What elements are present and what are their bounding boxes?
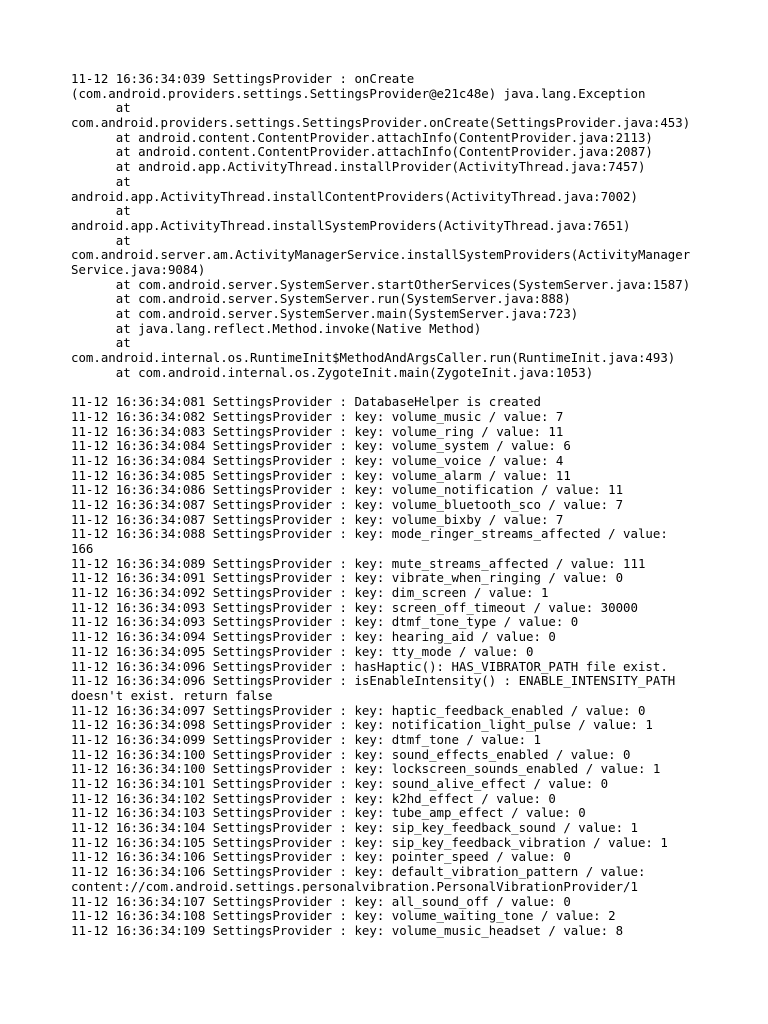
stack-trace-block [71,72,721,380]
log-line: 166 [71,541,94,556]
log-line: 11-12 16:36:34:100 SettingsProvider : key: sound_effects_enabled / value: 0 [71,746,631,762]
log-line: 11-12 16:36:34:102 SettingsProvider : key: k2hd_effect / value: 0 [71,790,556,806]
log-line: 11-12 16:36:34:039 SettingsProvider : onCreate [71,71,415,86]
log-line: android.app.ActivityThread.installSystemProviders(ActivityThread.java:7651) [71,217,631,233]
log-line: 11-12 16:36:34:084 SettingsProvider : key: volume_voice / value: 4 [71,452,564,468]
log-line: at [71,335,131,351]
log-line: 11-12 16:36:34:081 SettingsProvider : DatabaseHelper is created [71,394,541,410]
blank-line [71,380,721,395]
log-line: at com.android.server.SystemServer.main(SystemServer.java:723) [71,306,579,321]
log-line: 11-12 16:36:34:101 SettingsProvider : key: sound_alive_effect / value: 0 [71,776,609,791]
log-line: at android.app.ActivityThread.installProvider(ActivityThread.java:7457) [71,159,646,175]
log-line: 11-12 16:36:34:095 SettingsProvider : key: tty_mode / value: 0 [71,643,534,659]
log-line: 11-12 16:36:34:096 SettingsProvider : isEnableIntensity() : ENABLE_INTENSITY_PATH [71,673,676,689]
log-line: 11-12 16:36:34:100 SettingsProvider : key: lockscreen_sounds_enabled / value: 1 [71,761,661,777]
log-line: doesn't exist. return false [71,687,273,703]
log-line: 11-12 16:36:34:109 SettingsProvider : key: volume_music_headset / value: 8 [71,922,624,938]
log-line: 11-12 16:36:34:097 SettingsProvider : key: haptic_feedback_enabled / value: 0 [71,702,646,718]
log-line: 11-12 16:36:34:096 SettingsProvider : hasHaptic(): HAS_VIBRATOR_PATH file exist. [71,658,668,674]
log-line: com.android.providers.settings.SettingsProvider.onCreate(SettingsProvider.java:453) [71,115,691,131]
log-line: 11-12 16:36:34:108 SettingsProvider : key: volume_waiting_tone / value: 2 [71,908,616,924]
log-line: 11-12 16:36:34:094 SettingsProvider : key: hearing_aid / value: 0 [71,629,556,645]
log-line: 11-12 16:36:34:106 SettingsProvider : key: pointer_speed / value: 0 [71,849,571,865]
log-line: 11-12 16:36:34:105 SettingsProvider : key: sip_key_feedback_vibration / value: 1 [71,834,668,850]
log-line: 11-12 16:36:34:085 SettingsProvider : key: volume_alarm / value: 11 [71,467,571,483]
log-line: 11-12 16:36:34:091 SettingsProvider : key: vibrate_when_ringing / value: 0 [71,570,624,586]
log-line: 11-12 16:36:34:086 SettingsProvider : key: volume_notification / value: 11 [71,482,624,498]
log-document [71,72,721,939]
log-line: at java.lang.reflect.Method.invoke(Native Method) [71,320,482,336]
log-line: 11-12 16:36:34:106 SettingsProvider : key: default_vibration_pattern / value: [71,864,646,880]
log-line: 11-12 16:36:34:087 SettingsProvider : key: volume_bixby / value: 7 [71,511,564,527]
log-line: at com.android.server.SystemServer.startOtherServices(SystemServer.java:1587) [71,276,691,292]
log-line: (com.android.providers.settings.SettingsProvider@e21c48e) java.lang.Exception [71,85,646,101]
log-line: content://com.android.settings.personalvibration.PersonalVibrationProvider/1 [71,878,638,894]
log-line: 11-12 16:36:34:082 SettingsProvider : key: volume_music / value: 7 [71,408,564,424]
log-line: at [71,173,131,189]
log-line: at [71,203,131,219]
log-line: 11-12 16:36:34:103 SettingsProvider : key: tube_amp_effect / value: 0 [71,805,586,821]
log-line: 11-12 16:36:34:083 SettingsProvider : key: volume_ring / value: 11 [71,423,564,439]
log-line: 11-12 16:36:34:093 SettingsProvider : key: screen_off_timeout / value: 30000 [71,599,638,615]
log-line: 11-12 16:36:34:084 SettingsProvider : key: volume_system / value: 6 [71,438,571,454]
log-line: at android.content.ContentProvider.attachInfo(ContentProvider.java:2087) [71,144,653,160]
log-line: at com.android.server.SystemServer.run(SystemServer.java:888) [71,291,571,307]
log-line: 11-12 16:36:34:092 SettingsProvider : key: dim_screen / value: 1 [71,585,549,601]
log-line: 11-12 16:36:34:093 SettingsProvider : key: dtmf_tone_type / value: 0 [71,614,579,630]
log-line: 11-12 16:36:34:107 SettingsProvider : key: all_sound_off / value: 0 [71,893,571,909]
log-line: 11-12 16:36:34:087 SettingsProvider : key: volume_bluetooth_sco / value: 7 [71,496,624,512]
log-line: at [71,100,131,116]
settings-log-block [71,395,721,938]
log-line: android.app.ActivityThread.installContentProviders(ActivityThread.java:7002) [71,188,638,204]
log-line: Service.java:9084) [71,261,206,277]
log-line: 11-12 16:36:34:104 SettingsProvider : key: sip_key_feedback_sound / value: 1 [71,820,638,836]
log-line: at com.android.internal.os.ZygoteInit.main(ZygoteInit.java:1053) [71,364,594,380]
log-line: com.android.internal.os.RuntimeInit$MethodAndArgsCaller.run(RuntimeInit.java:493) [71,350,676,366]
log-line: 11-12 16:36:34:099 SettingsProvider : key: dtmf_tone / value: 1 [71,731,541,747]
log-line: 11-12 16:36:34:098 SettingsProvider : key: notification_light_pulse / value: 1 [71,717,653,733]
log-line: com.android.server.am.ActivityManagerService.installSystemProviders(ActivityManager [71,247,691,263]
log-line: 11-12 16:36:34:088 SettingsProvider : key: mode_ringer_streams_affected / value: [71,526,668,542]
log-line: 11-12 16:36:34:089 SettingsProvider : key: mute_streams_affected / value: 111 [71,555,646,571]
log-line: at [71,232,131,248]
log-line: at android.content.ContentProvider.attachInfo(ContentProvider.java:2113) [71,129,653,145]
